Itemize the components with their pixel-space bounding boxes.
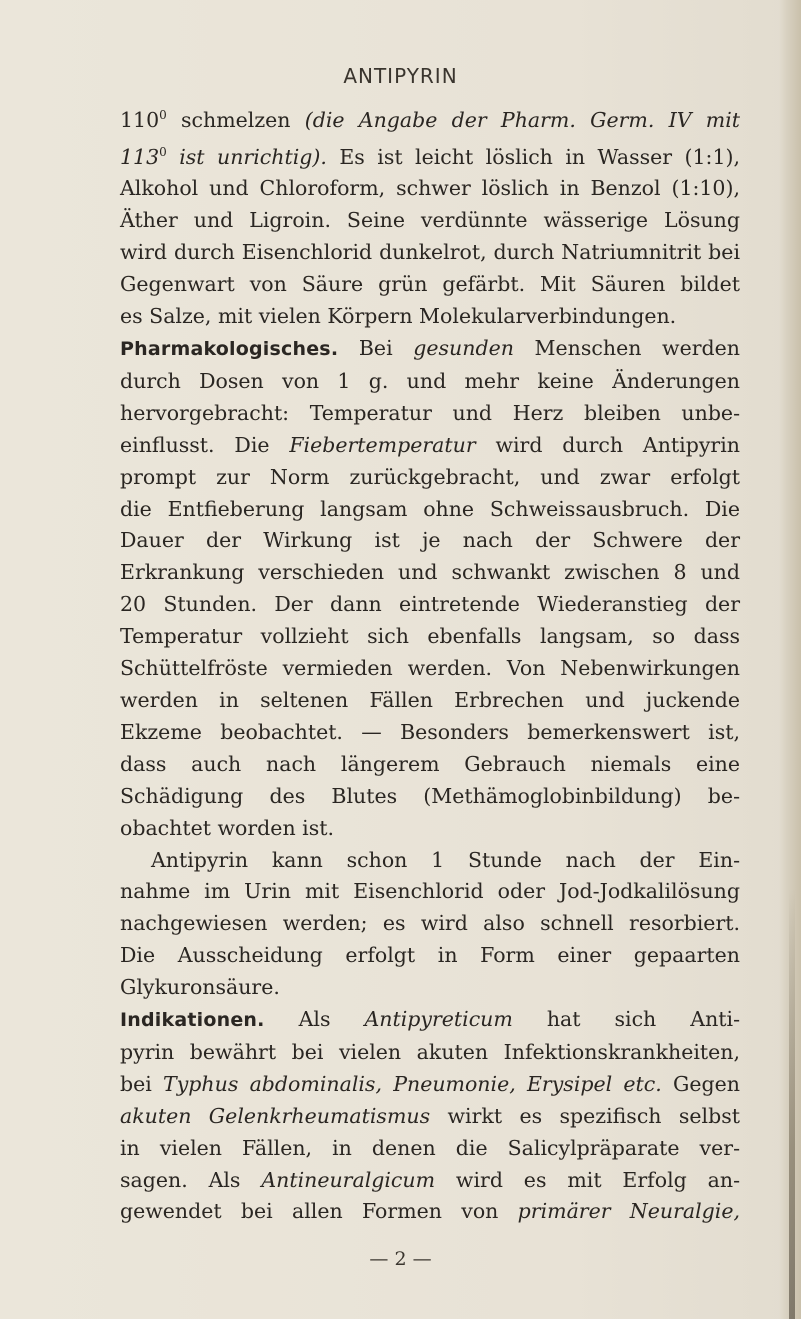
italic-segment: 113 (120, 144, 160, 169)
text-segment: gewendet bei allen Formen von (120, 1199, 518, 1224)
text-segment: Menschen werden (513, 336, 740, 360)
italic-segment: (die Angabe der Pharm. Germ. IV mit (304, 107, 740, 132)
text-segment: Bei (338, 336, 414, 360)
superscript: 0 (159, 144, 167, 159)
text-line: Erkrankung verschieden und schwankt zwischen 8 und (120, 560, 740, 585)
text-line: Schädigung des Blutes (Methämoglobinbildung) be- (120, 783, 740, 808)
text-line: 20 Stunden. Der dann eintretende Wiederanstieg der (120, 592, 740, 617)
text-line: in vielen Fällen, in denen die Salicylpräparate ver- (120, 1135, 740, 1160)
text-line: Dauer der Wirkung ist je nach der Schwere der (120, 528, 740, 553)
italic-segment: Typhus abdominalis, Pneumonie, Erysipel etc. (163, 1071, 662, 1096)
text-line: Schüttelfröste vermieden werden. Von Nebenwirkungen (120, 656, 740, 681)
italic-segment: akuten Gelenkrheumatismus (120, 1103, 431, 1128)
text-line: Ekzeme beobachtet. — Besonders bemerkenswert ist, (120, 719, 740, 744)
italic-segment: gesunden (413, 336, 514, 360)
section-heading: Indikationen. (120, 1009, 265, 1032)
text-line (120, 1004, 740, 1037)
text-line: Antipyrin kann schon 1 Stunde nach der Ein- (151, 847, 740, 872)
text-line (120, 137, 740, 174)
text-line: wird durch Eisenchlorid dunkelrot, durch Natriumnitrit bei (120, 240, 740, 265)
italic-segment: Antineuralgicum (261, 1167, 436, 1192)
text-segment: schmelzen (166, 107, 305, 132)
text-line: prompt zur Norm zurückgebracht, und zwar erfolgt (120, 464, 740, 489)
text-line: Äther und Ligroin. Seine verdünnte wässerige Lösung (120, 208, 740, 233)
text-line (120, 333, 740, 366)
text-segment: sagen. Als (120, 1167, 262, 1192)
text-line: Alkohol und Chloroform, schwer löslich in Benzol (1:10), (120, 176, 740, 201)
text-segment: bei (120, 1071, 164, 1096)
text-line (120, 1196, 740, 1228)
text-line (120, 1069, 740, 1101)
superscript: 0 (159, 108, 167, 122)
text-line: dass auch nach längerem Gebrauch niemals eine (120, 751, 740, 776)
text-segment: hat sich Anti- (512, 1007, 740, 1032)
italic-segment: ist unrichtig). (166, 144, 327, 169)
text-segment: wird durch Antipyrin (475, 432, 740, 457)
italic-segment: Antipyreticum (364, 1007, 513, 1032)
text-line: Die Ausscheidung erfolgt in Form einer gepaarten (120, 943, 740, 968)
text-line (120, 430, 740, 462)
italic-segment: Fiebertemperatur (289, 432, 476, 457)
text-segment: Es ist leicht löslich in Wasser (1:1), (326, 144, 740, 169)
running-head: ANTIPYRIN (343, 64, 458, 88)
text-line: es Salze, mit vielen Körpern Molekularverbindungen. (120, 304, 677, 329)
text-line: durch Dosen von 1 g. und mehr keine Änderungen (120, 368, 740, 393)
text-line (120, 1165, 740, 1197)
text-line: hervorgebracht: Temperatur und Herz bleiben unbe- (120, 400, 740, 425)
text-line: obachtet worden ist. (120, 815, 334, 840)
text-line: pyrin bewährt bei vielen akuten Infektionskrankheiten, (120, 1039, 740, 1064)
body-text (120, 100, 740, 1228)
text-segment: wirkt es spezifisch selbst (430, 1103, 740, 1128)
text-segment: wird es mit Erfolg an- (435, 1167, 740, 1192)
text-line: Gegenwart von Säure grün gefärbt. Mit Säuren bildet (120, 272, 740, 297)
text-line: Glykuronsäure. (120, 975, 280, 1000)
text-line: werden in seltenen Fällen Erbrechen und juckende (120, 687, 740, 712)
text-line (120, 1101, 740, 1133)
text-line: die Entfieberung langsam ohne Schweissausbruch. Die (120, 496, 740, 521)
text-segment: Als (264, 1007, 365, 1032)
text-line (120, 100, 740, 137)
text-segment: einflusst. Die (120, 432, 290, 457)
text-line: Temperatur vollzieht sich ebenfalls langsam, so dass (120, 624, 740, 649)
text-segment: Gegen (661, 1071, 740, 1096)
page-number: — 2 — (369, 1248, 432, 1270)
section-heading: Pharmakologisches. (120, 338, 339, 360)
text-line: nachgewiesen werden; es wird also schnell resorbiert. (120, 911, 740, 936)
text-segment: 110 (120, 107, 160, 132)
italic-segment: primärer Neuralgie, (517, 1199, 740, 1224)
text-line: nahme im Urin mit Eisenchlorid oder Jod-Jodkalilösung (120, 879, 740, 904)
